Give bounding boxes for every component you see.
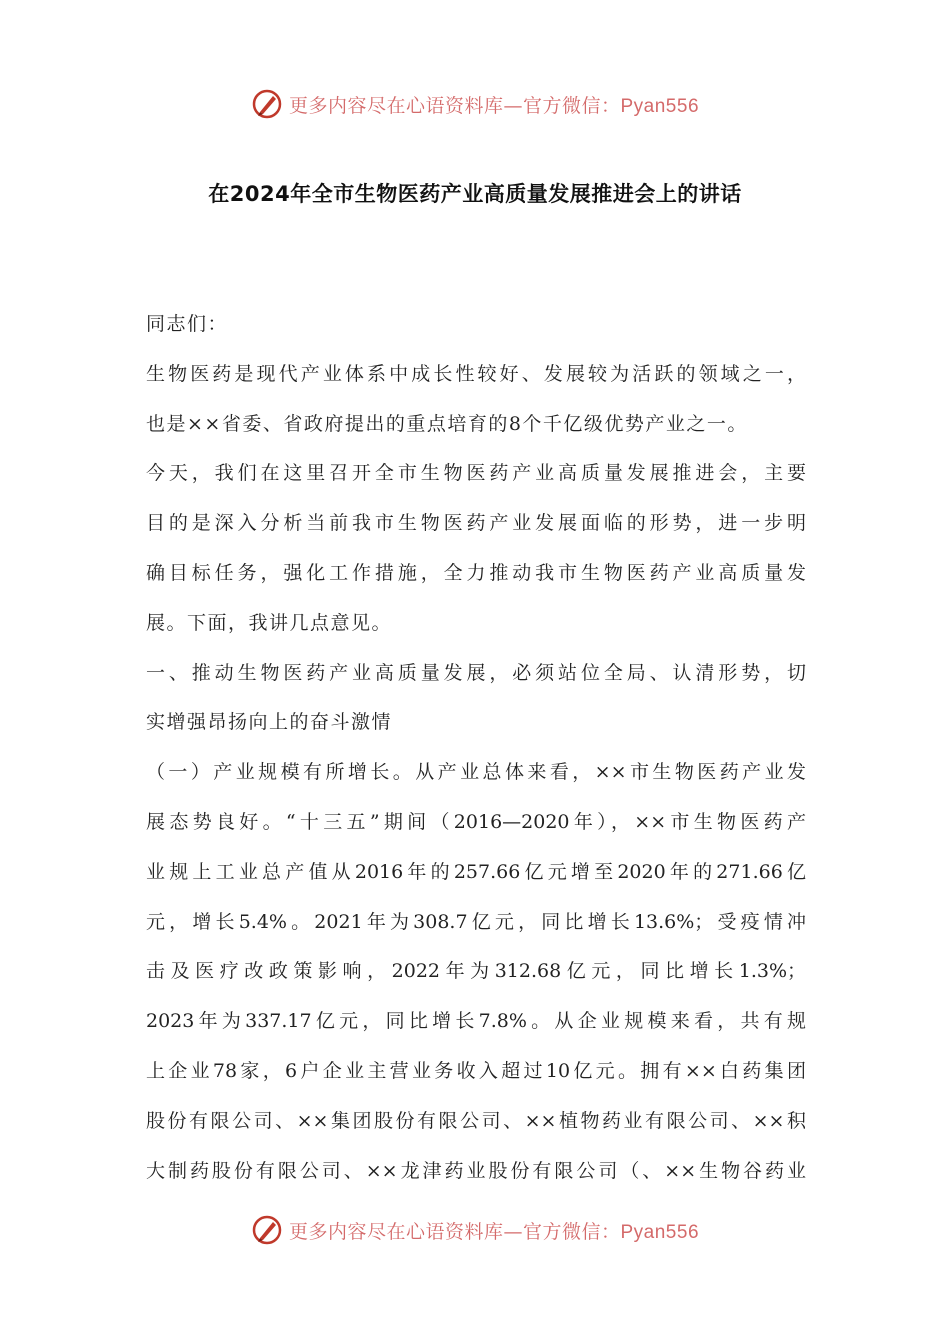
pen-logo-icon [251,88,283,120]
section-heading-line: 一、推动生物医药产业高质量发展，必须站位全局、认清形势，切 [146,661,806,684]
body-line: 生物医药是现代产业体系中成长性较好、发展较为活跃的领域之一， [146,362,806,385]
body-line: 目的是深入分析当前我市生物医药产业发展面临的形势，进一步明 [146,512,806,535]
salutation-line: 同志们： [146,313,229,335]
body-line: （一）产业规模有所增长。从产业总体来看，××市生物医药产业发 [146,761,806,784]
watermark-label: 更多内容尽在心语资料库—官方微信： [288,94,621,117]
body-line: 也是××省委、省政府提出的重点培育的8个千亿级优势产业之一。 [146,412,748,435]
watermark-wechat-id: Pyan556 [620,95,700,117]
body-line: 确目标任务，强化工作措施，全力推动我市生物医药产业高质量发 [146,561,806,584]
body-line: 2023年为337.17亿元，同比增长7.8%。从企业规模来看，共有规 [146,1010,806,1033]
body-line: 展。下面，我讲几点意见。 [146,611,393,634]
watermark-label: 更多内容尽在心语资料库—官方微信： [288,1220,621,1243]
body-line: 大制药股份有限公司、××龙津药业股份有限公司（、××生物谷药业 [146,1159,806,1182]
footer-watermark-banner [0,1210,950,1250]
document-body [146,300,806,1196]
header-watermark-banner [0,84,950,124]
watermark-text [289,1217,699,1244]
body-line: 击及医疗改政策影响，2022年为312.68亿元，同比增长1.3%； [146,960,806,983]
body-line: 业规上工业总产值从2016年的257.66亿元增至2020年的271.66亿 [146,860,806,883]
body-line: 上企业78家，6户企业主营业务收入超过10亿元。拥有××白药集团 [146,1059,806,1082]
body-line: 元，增长5.4%。2021年为308.7亿元，同比增长13.6%；受疫情冲 [146,910,806,933]
watermark-text [289,91,699,118]
body-line: 展态势良好。“十三五”期间（2016—2020年），××市生物医药产 [146,810,806,833]
section-heading-line: 实增强昂扬向上的奋斗激情 [146,711,393,734]
body-line: 股份有限公司、××集团股份有限公司、××植物药业有限公司、××积 [146,1109,806,1132]
watermark-wechat-id: Pyan556 [620,1221,700,1243]
document-title: 在2024年全市生物医药产业高质量发展推进会上的讲话 [208,182,742,206]
body-line: 今天，我们在这里召开全市生物医药产业高质量发展推进会，主要 [146,462,806,485]
pen-logo-icon [251,1214,283,1246]
